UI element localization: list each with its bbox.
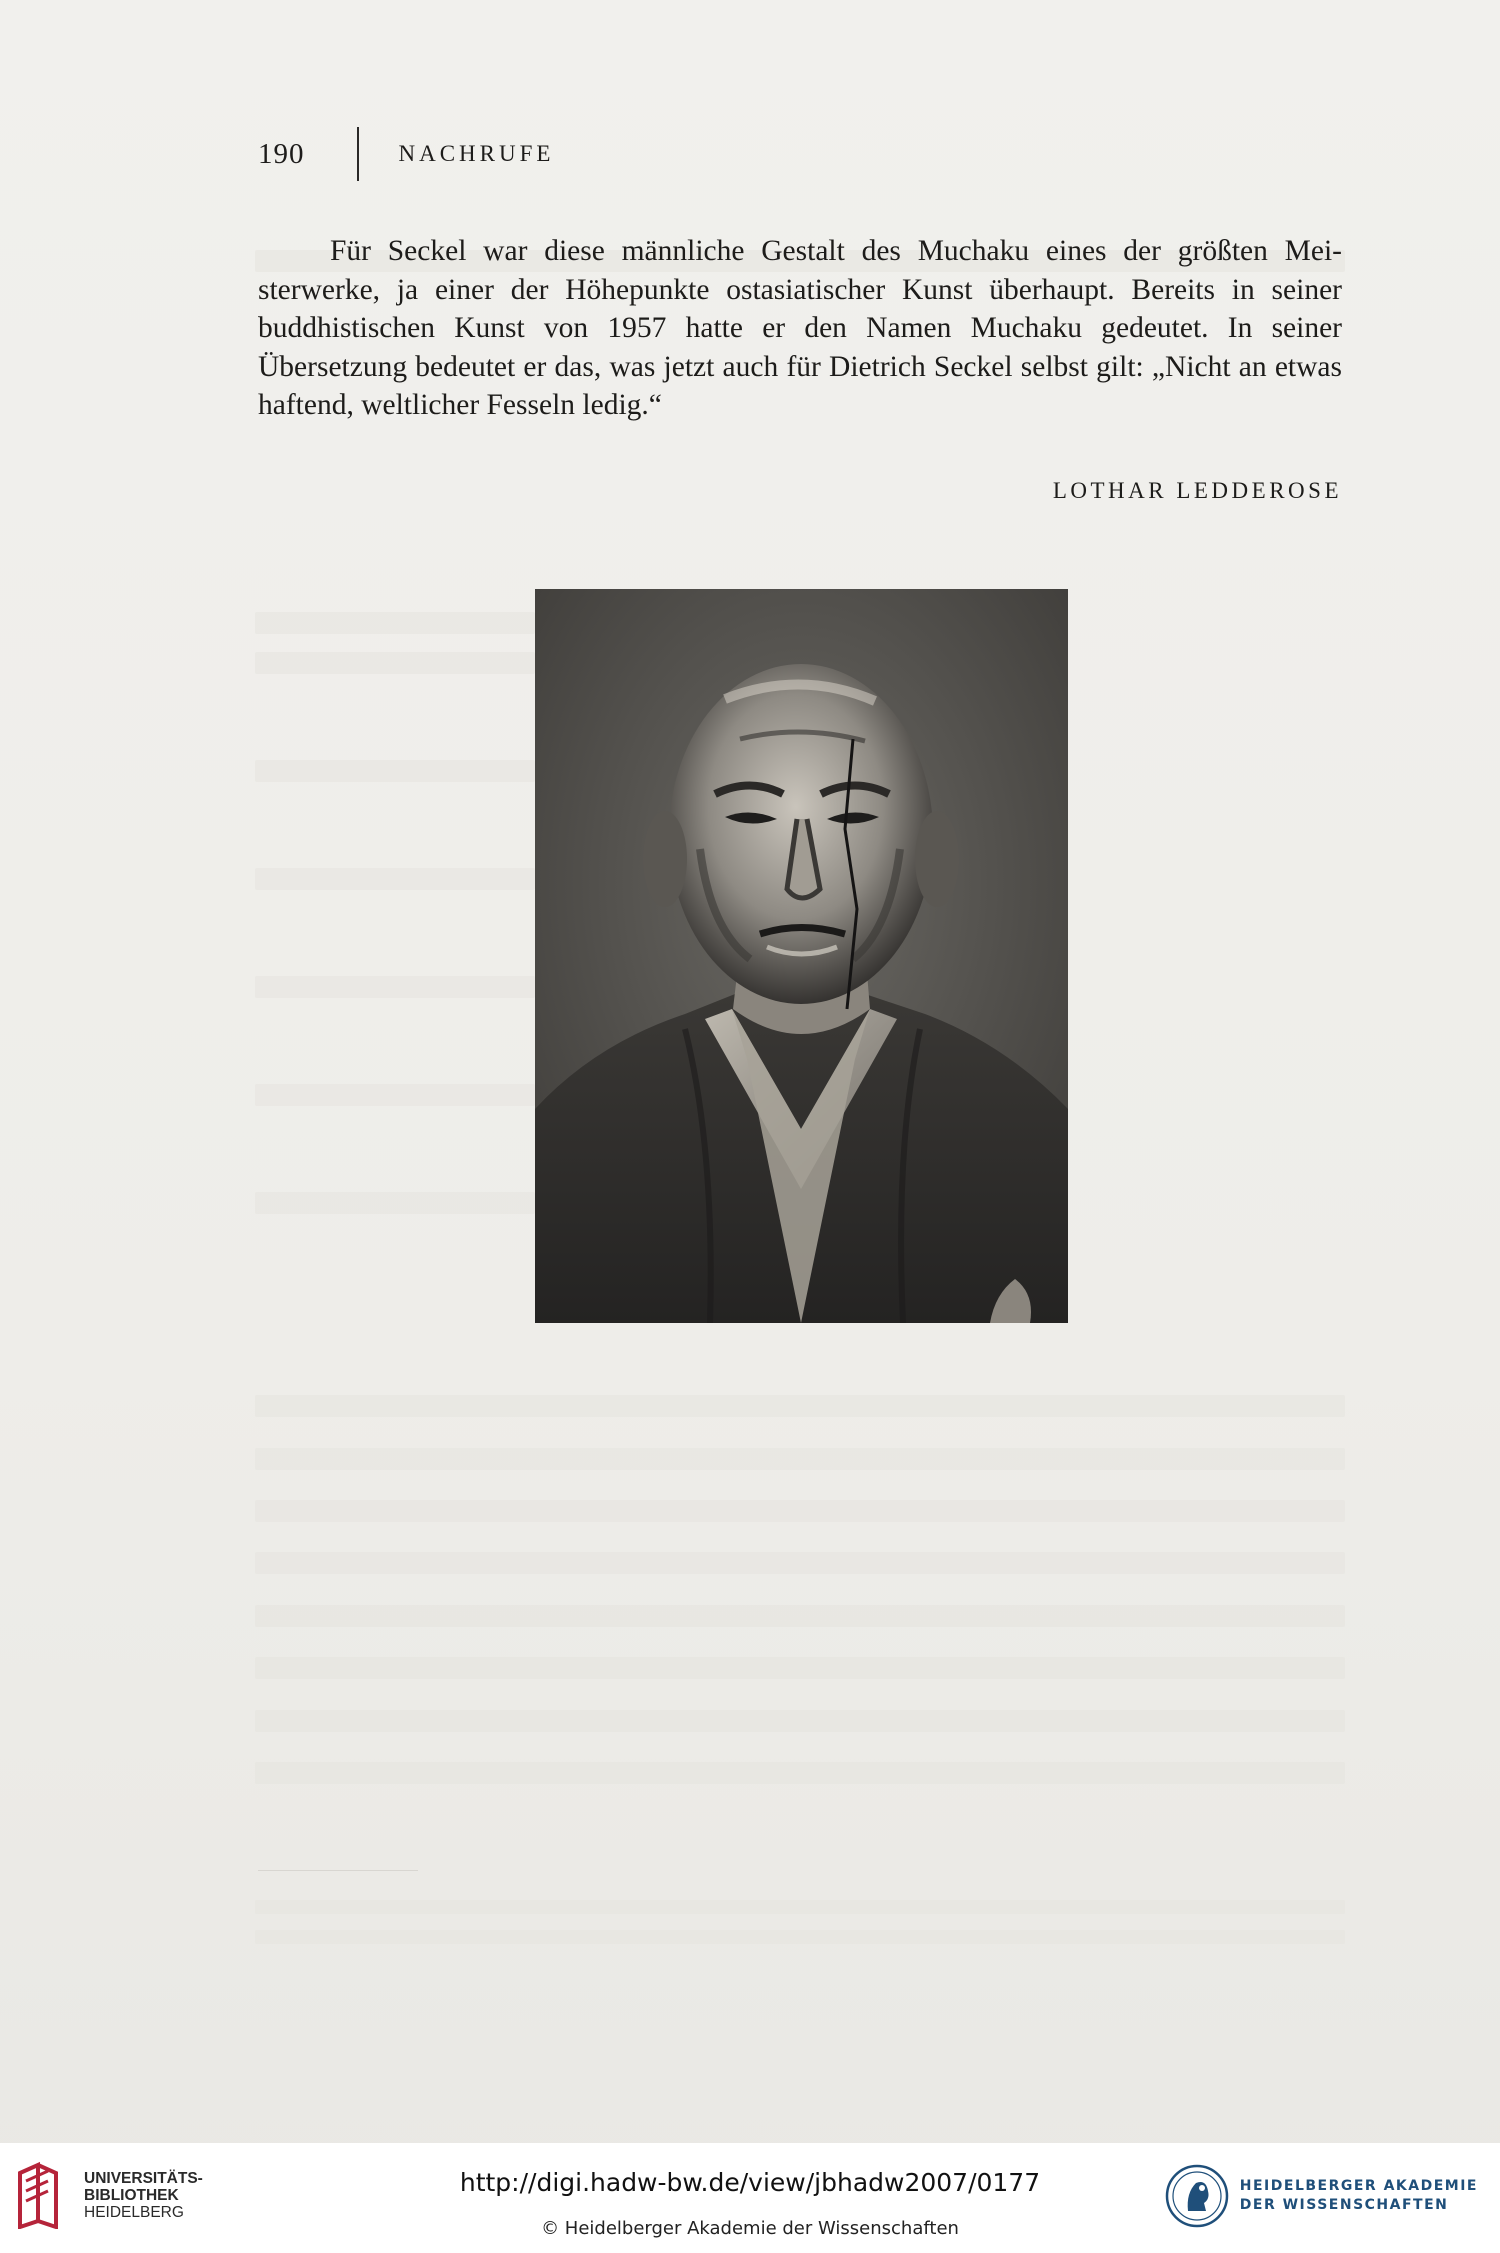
ub-line-2: BIBLIOTHEK (84, 2186, 179, 2204)
portrait-sculpture-photo (535, 589, 1068, 1323)
hadw-logo-text (1240, 2177, 1478, 2215)
footnote-rule (258, 1870, 418, 1871)
section-title: NACHRUFE (398, 141, 555, 166)
hadw-line-2: DER WISSENSCHAFTEN (1239, 2197, 1449, 2213)
ub-line-3: HEIDELBERG (84, 2203, 184, 2221)
permalink-url[interactable]: http://digi.hadw-bw.de/view/jbhadw2007/0177 (459, 2168, 1041, 2197)
hadw-line-1: HEIDELBERGER AKADEMIE (1239, 2178, 1478, 2194)
viewer-footer (0, 2143, 1500, 2253)
running-head (258, 134, 554, 174)
header-divider (357, 127, 359, 181)
ub-line-1: UNIVERSITÄTS- (84, 2169, 203, 2187)
author-signature: LOTHAR LEDDEROSE (1052, 478, 1342, 503)
page-number: 190 (258, 137, 305, 170)
hadw-logo[interactable] (1164, 2163, 1478, 2229)
hadw-seal-icon (1164, 2163, 1230, 2229)
copyright-notice: © Heidelberger Akademie der Wissenschaften (541, 2218, 959, 2239)
sculpture-image (535, 589, 1068, 1323)
body-paragraph: Für Seckel war diese männliche Gestalt des Muchaku eines der größten Meisterwerke, ja einer der Höhepunkte ostasiatischer Kunst überhaupt. Bereits in seiner buddhistischen Kunst von 1957 hatte er den Namen Muchaku gedeutet. In seiner Übersetzung bedeutet er das, was jetzt auch für Dietrich Seckel selbst gilt: „Nicht an etwas haftend, weltlicher Fesseln ledig.“ (258, 235, 1342, 421)
